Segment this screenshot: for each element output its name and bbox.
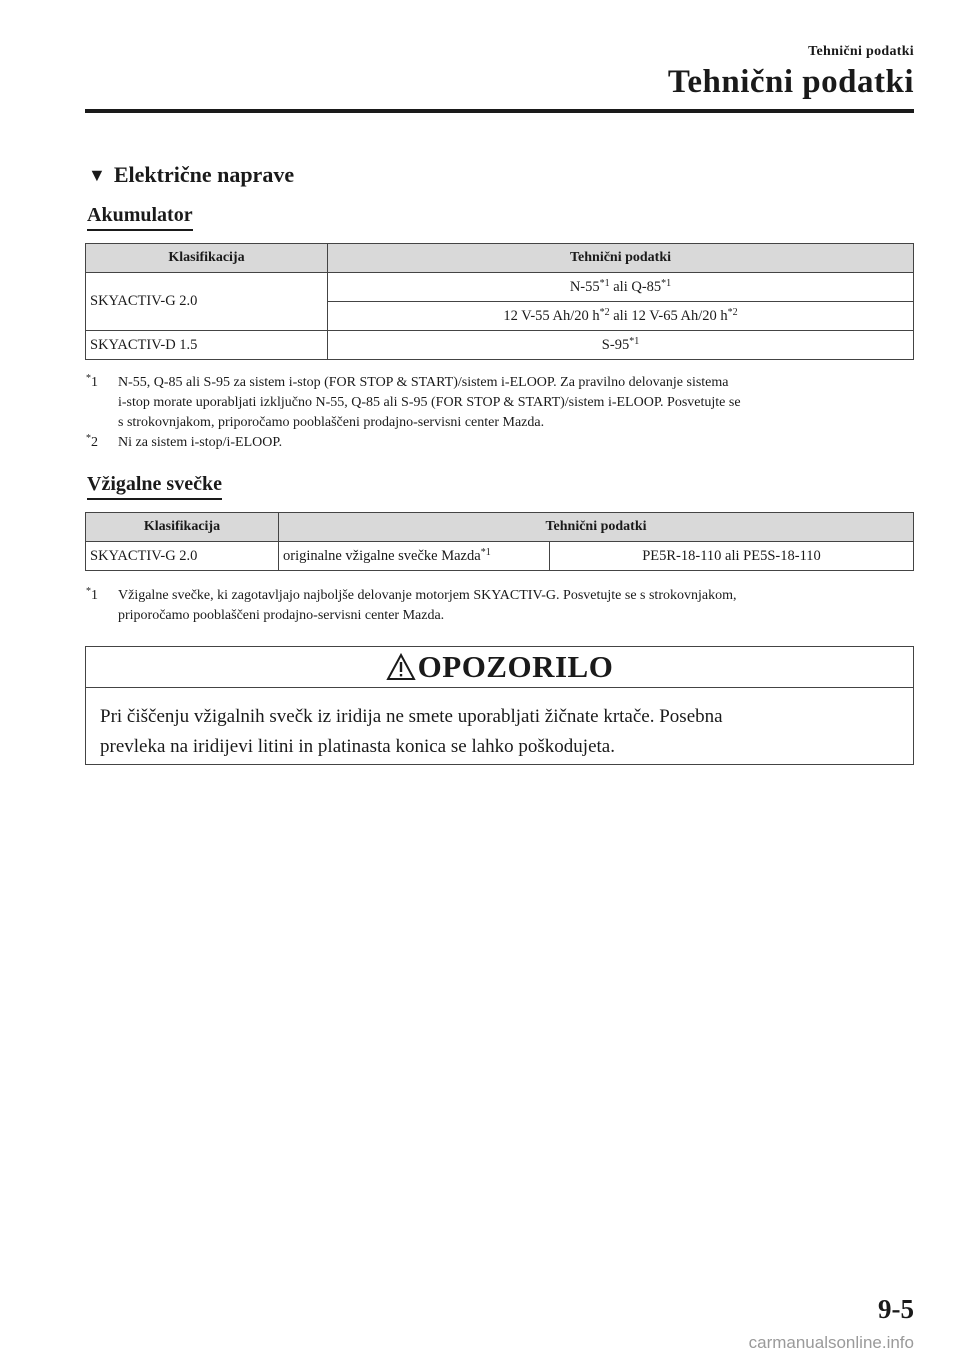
spec-cell: PE5R-18-110 ali PE5S-18-110 — [550, 542, 914, 571]
type-cell: originalne vžigalne svečke Mazda$^{*1}$ — [279, 542, 550, 571]
table-row — [86, 331, 914, 360]
spark-plugs-table — [85, 512, 914, 571]
warning-text: Pri čiščenju vžigalnih svečk iz iridija ne smete uporabljati žičnate krtače. Posebna prevleka na iridijevi litini in platinasta konica se lahko poškodujeta. — [100, 706, 723, 757]
warning-header — [86, 647, 913, 688]
spark-plugs-footnotes — [86, 586, 914, 626]
spark-plugs-heading: Vžigalne svečke — [87, 473, 222, 500]
battery-heading: Akumulator — [87, 204, 193, 231]
watermark: carmanualsonline.info — [748, 1333, 914, 1352]
column-header: Klasifikacija — [86, 244, 328, 273]
classification-cell: SKYACTIV-G 2.0 — [86, 542, 279, 571]
footnote: *1 N-55, Q-85 ali S-95 za sistem i-stop (FOR STOP & START)/sistem i-ELOOP. Za pravilno delovanje sistema i-stop morate uporabljati izključno N-55, Q-85 ali S-95 (FOR STOP & START)/sistem i-ELOOP. Posvetujte se s strokovnjakom, priporočamo pooblaščeni prodajno-servisni center Mazda. — [86, 373, 741, 430]
table-row — [86, 542, 914, 571]
warning-triangle-icon — [386, 653, 416, 681]
column-header: Klasifikacija — [86, 513, 279, 542]
table-header-row — [86, 513, 914, 542]
column-header: Tehnični podatki — [279, 513, 914, 542]
table-row — [86, 273, 914, 302]
spec-cell: N-55$^{*1}$ ali Q-85$^{*1}$ — [328, 273, 914, 302]
triangle-down-icon: ▼ — [88, 164, 106, 185]
table-header-row — [86, 244, 914, 273]
section-title: Električne naprave — [113, 162, 295, 187]
warning-box — [85, 646, 914, 765]
running-header-small: Tehnični podatki — [808, 44, 914, 59]
footnote: *2 Ni za sistem i-stop/i-ELOOP. — [86, 433, 283, 450]
battery-footnotes — [86, 373, 914, 453]
header-rule — [85, 109, 914, 113]
footnote: *1 Vžigalne svečke, ki zagotavljajo najboljše delovanje motorjem SKYACTIV-G. Posvetujte se s strokovnjakom, priporočamo pooblaščeni prodajno-servisni center Mazda. — [86, 586, 737, 623]
column-header: Tehnični podatki — [328, 244, 914, 273]
running-header-title: Tehnični podatki — [667, 64, 914, 100]
battery-table — [85, 243, 914, 360]
spec-cell: 12 V-55 Ah/20 $h^{*2}$ ali 12 V-65 Ah/20 $h^{*2}$ — [328, 302, 914, 331]
warning-title: OPOZORILO — [417, 649, 614, 684]
classification-cell: SKYACTIV-D 1.5 — [86, 331, 328, 360]
section-heading — [88, 162, 294, 188]
classification-cell: SKYACTIV-G 2.0 — [86, 273, 328, 331]
spec-cell: S-95$^{*1}$ — [328, 331, 914, 360]
page-number: 9-5 — [878, 1294, 914, 1324]
